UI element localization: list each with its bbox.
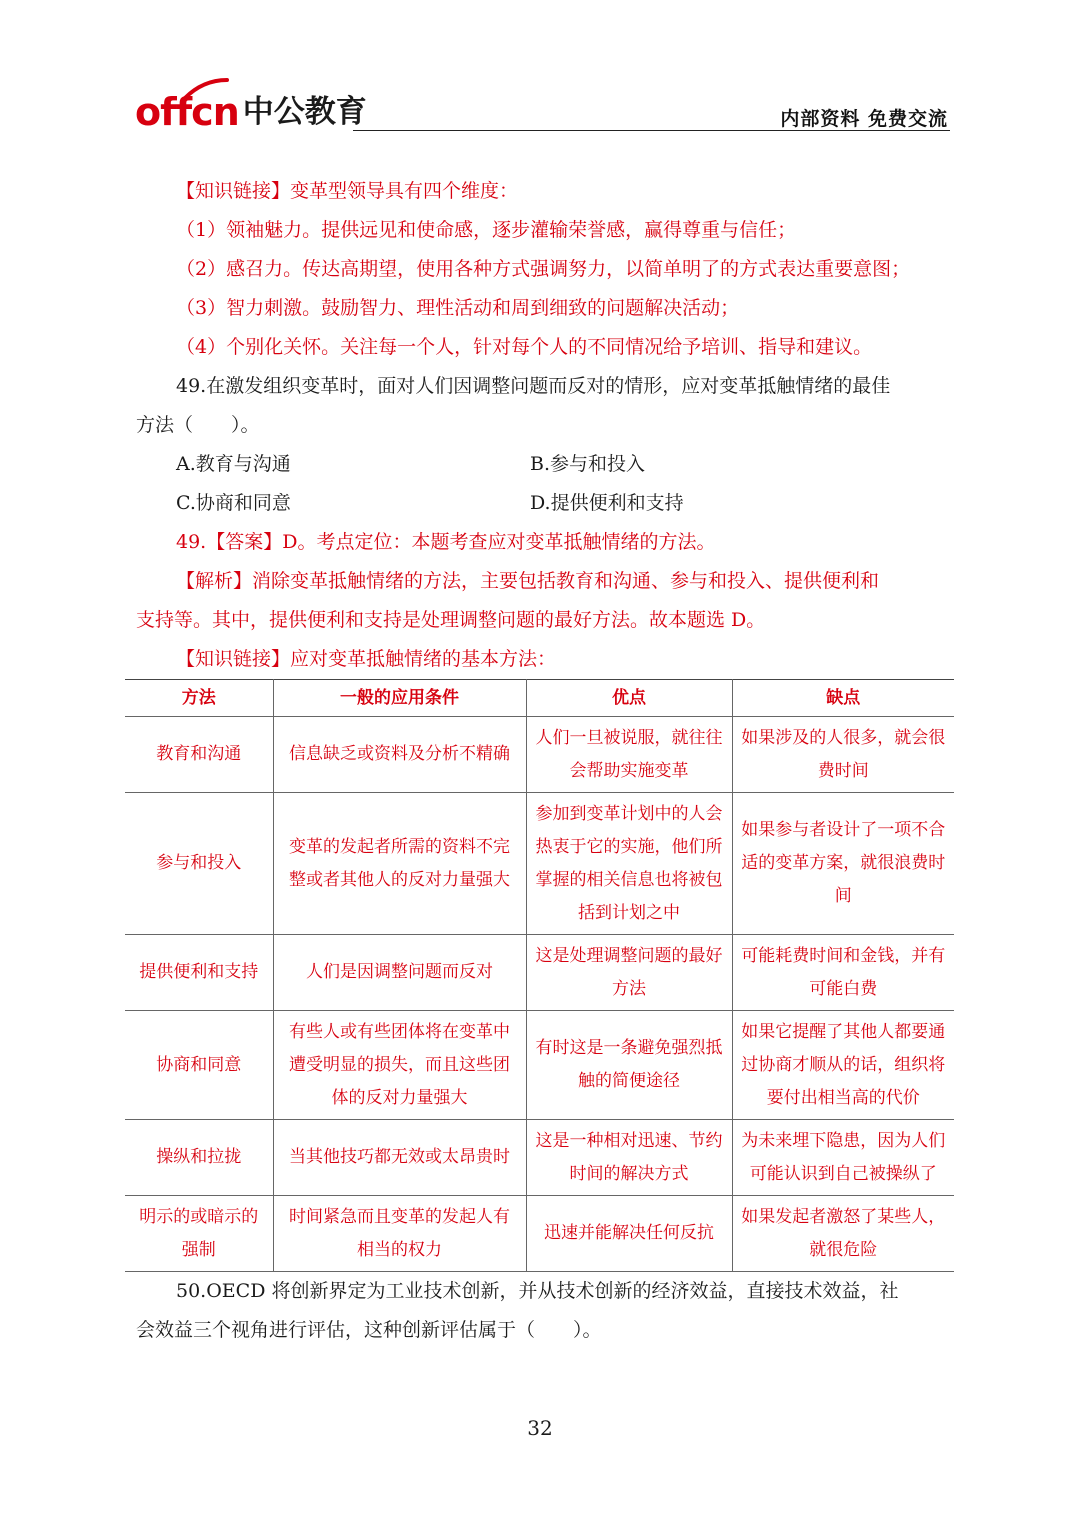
table-header: 优点 [526,680,732,717]
logo-text-en: offcn [135,90,239,134]
table-cell: 如果参与者设计了一项不合适的变革方案，就很浪费时间 [732,793,954,935]
table-cell: 有些人或有些团体将在变革中遭受明显的损失，而且这些团体的反对力量强大 [273,1011,526,1120]
table-cell: 参加到变革计划中的人会热衷于它的实施，他们所掌握的相关信息也将被包括到计划之中 [526,793,732,935]
page-number: 32 [527,1416,553,1440]
question-49-options [136,445,949,484]
table-cell: 变革的发起者所需的资料不完整或者其他人的反对力量强大 [273,793,526,935]
table-cell: 为未来埋下隐患，因为人们可能认识到自己被操纵了 [732,1120,954,1196]
table-cell: 人们一旦被说服，就往往会帮助实施变革 [526,717,732,793]
logo-text-cn: 中公教育 [242,94,367,130]
knowledge-title: 【知识链接】变革型领导具有四个维度： [176,180,519,202]
knowledge-item: （4）个别化关怀。关注每一个人，针对每个人的不同情况给予培训、指导和建议。 [176,336,873,358]
table-cell: 协商和同意 [125,1011,273,1120]
header-tag: 内部资料 免费交流 [780,108,948,130]
offcn-logo [135,86,367,132]
table-row [125,793,954,935]
question-49-stem: 49.在激发组织变革时，面对人们因调整问题而反对的情形，应对变革抵触情绪的最佳 [176,375,891,397]
table-cell: 操纵和拉拢 [125,1120,273,1196]
table-header: 缺点 [732,680,954,717]
table-cell: 如果涉及的人很多，就会很费时间 [732,717,954,793]
table-cell: 可能耗费时间和金钱，并有可能白费 [732,935,954,1011]
option-d: D.提供便利和支持 [530,492,684,514]
analysis-49-cont: 支持等。其中，提供便利和支持是处理调整问题的最好方法。故本题选 D。 [136,609,766,631]
knowledge-item: （3）智力刺激。鼓励智力、理性活动和周到细致的问题解决活动； [176,297,740,319]
table-row [125,935,954,1011]
option-b: B.参与和投入 [530,453,646,475]
table-row [125,1120,954,1196]
option-c: C.协商和同意 [176,492,291,514]
table-cell: 这是处理调整问题的最好方法 [526,935,732,1011]
table-row [125,1196,954,1272]
table-cell: 明示的或暗示的强制 [125,1196,273,1272]
table-cell: 时间紧急而且变革的发起人有相当的权力 [273,1196,526,1272]
table-cell: 提供便利和支持 [125,935,273,1011]
main-content [136,172,949,679]
table-header: 方法 [125,680,273,717]
question-50 [136,1272,949,1350]
table-header: 一般的应用条件 [273,680,526,717]
analysis-49: 【解析】消除变革抵触情绪的方法，主要包括教育和沟通、参与和投入、提供便利和 [176,570,880,592]
table-cell: 教育和沟通 [125,717,273,793]
table-cell: 有时这是一条避免强烈抵触的简便途径 [526,1011,732,1120]
question-50-stem: 50.OECD 将创新界定为工业技术创新，并从技术创新的经济效益，直接技术效益，社 [176,1280,899,1302]
logo-swoosh-icon [183,78,229,100]
question-50-stem-cont: 会效益三个视角进行评估，这种创新评估属于（ ）。 [136,1319,602,1341]
table-header-row [125,680,954,717]
table-row [125,717,954,793]
methods-table [125,679,954,1272]
page-header [135,86,950,136]
table-cell: 信息缺乏或资料及分析不精确 [273,717,526,793]
answer-49: 49.【答案】D。考点定位：本题考查应对变革抵触情绪的方法。 [176,531,716,553]
table-cell: 这是一种相对迅速、节约时间的解决方式 [526,1120,732,1196]
option-a: A.教育与沟通 [176,453,291,475]
table-cell: 迅速并能解决任何反抗 [526,1196,732,1272]
question-49-options [136,484,949,523]
question-49-stem-cont: 方法（ ）。 [136,414,260,436]
table-cell: 参与和投入 [125,793,273,935]
knowledge-link-49: 【知识链接】应对变革抵触情绪的基本方法： [176,648,557,670]
table-cell: 当其他技巧都无效或太昂贵时 [273,1120,526,1196]
table-cell: 如果它提醒了其他人都要通过协商才顺从的话，组织将要付出相当高的代价 [732,1011,954,1120]
knowledge-item: （1）领袖魅力。提供远见和使命感，逐步灌输荣誉感，赢得尊重与信任； [176,219,797,241]
knowledge-item: （2）感召力。传达高期望，使用各种方式强调努力，以简单明了的方式表达重要意图； [176,258,911,280]
table-row [125,1011,954,1120]
table-cell: 人们是因调整问题而反对 [273,935,526,1011]
table-cell: 如果发起者激怒了某些人，就很危险 [732,1196,954,1272]
